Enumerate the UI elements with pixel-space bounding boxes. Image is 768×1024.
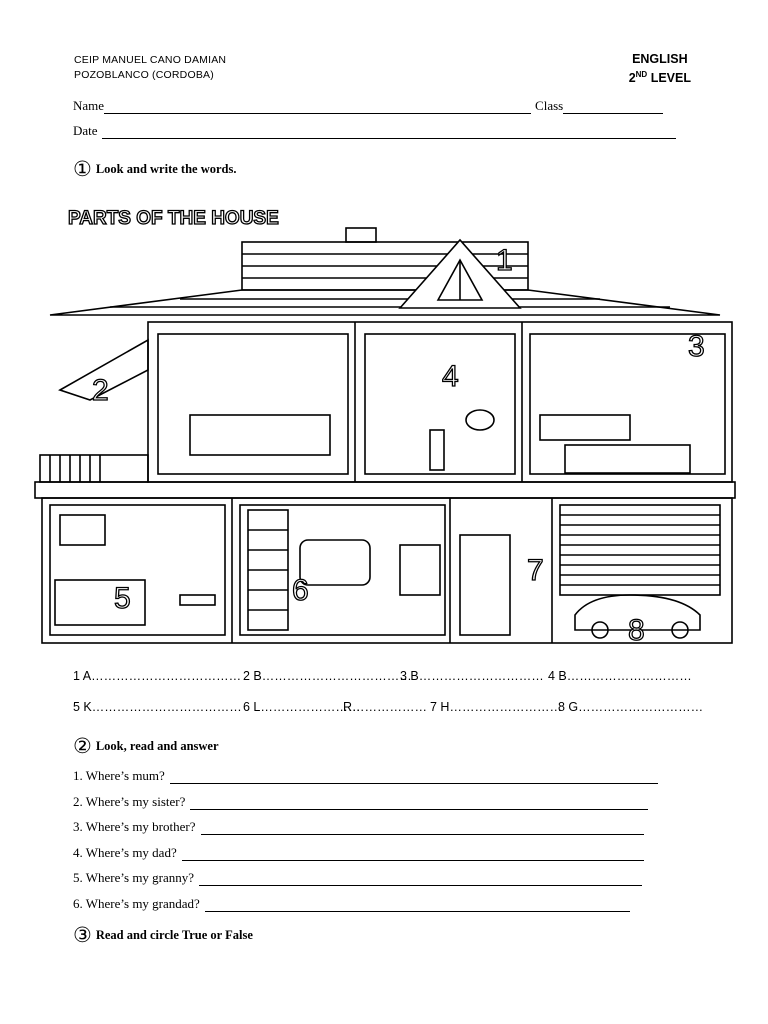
- subject-level: [629, 52, 691, 86]
- label-7: 7: [527, 554, 544, 587]
- kitchen-cabinet: [60, 515, 105, 545]
- bed-parents: [190, 415, 330, 455]
- section-number: ①: [73, 157, 92, 181]
- word-blanks: [0, 669, 768, 719]
- question-text: 6. Where’s my grandad?: [73, 896, 200, 911]
- name-label: Name: [73, 98, 105, 113]
- balcony: [40, 455, 148, 482]
- blank-6b[interactable]: R………………: [343, 700, 428, 714]
- date-label: Date: [73, 123, 98, 138]
- kitchen-counter: [55, 580, 145, 625]
- school-town: POZOBLANCO (CORDOBA): [74, 69, 214, 81]
- tv-cabinet: [400, 545, 440, 595]
- front-door: [460, 535, 510, 635]
- question-row: [73, 794, 648, 810]
- school-name: CEIP MANUEL CANO DAMIAN: [74, 54, 227, 66]
- question-text: 1. Where’s mum?: [73, 768, 165, 783]
- washbasin: [466, 410, 494, 430]
- bed-1: [540, 415, 630, 440]
- question-text: 3. Where’s my brother?: [73, 819, 196, 834]
- answer-field[interactable]: [199, 874, 642, 886]
- name-class-row: [73, 98, 663, 114]
- question-text: 5. Where’s my granny?: [73, 870, 195, 885]
- answer-field[interactable]: [205, 900, 630, 912]
- house-illustration: [30, 200, 742, 660]
- label-3: 3: [688, 330, 705, 363]
- label-5: 5: [114, 582, 131, 615]
- blank-8[interactable]: 8 G…………………………: [558, 700, 704, 714]
- name-field[interactable]: [104, 102, 531, 114]
- subject: ENGLISH: [632, 52, 688, 66]
- blank-4[interactable]: 4 B…………………………: [548, 669, 692, 683]
- blank-5[interactable]: 5 K………………………………: [73, 700, 242, 714]
- question-row: [73, 896, 630, 912]
- question-row: [73, 768, 658, 784]
- bed-2: [565, 445, 690, 473]
- blank-2[interactable]: 2 B………………………………: [243, 669, 412, 683]
- label-2: 2: [92, 374, 109, 407]
- section-title: Look, read and answer: [95, 738, 219, 753]
- section-title: Read and circle True or False: [95, 927, 253, 942]
- answer-field[interactable]: [201, 823, 644, 835]
- question-text: 2. Where’s my sister?: [73, 794, 186, 809]
- level: 2ND LEVEL: [628, 70, 691, 86]
- class-field[interactable]: [563, 102, 663, 114]
- section-2-heading: [73, 736, 219, 756]
- sofa: [300, 540, 370, 585]
- house-drawing: [30, 200, 742, 660]
- answer-field[interactable]: [170, 772, 658, 784]
- blank-6[interactable]: 6 L……………………: [243, 700, 361, 714]
- section-1-heading: [73, 159, 236, 179]
- school-info: [74, 53, 226, 83]
- kitchen-table: [180, 595, 215, 605]
- date-row: [73, 123, 676, 139]
- blank-7[interactable]: 7 H………………………: [430, 700, 562, 714]
- section-number: ③: [73, 923, 92, 947]
- blank-3[interactable]: 3 B…………………………: [400, 669, 544, 683]
- question-row: [73, 870, 642, 886]
- upper-floor: [148, 322, 732, 482]
- floor-slab: [35, 482, 735, 498]
- answer-field[interactable]: [182, 849, 644, 861]
- garage-door: [560, 505, 720, 595]
- date-field[interactable]: [102, 127, 676, 139]
- label-8: 8: [628, 614, 645, 647]
- roof: [50, 290, 720, 315]
- answer-field[interactable]: [190, 798, 648, 810]
- question-text: 4. Where’s my dad?: [73, 845, 177, 860]
- bath-mat: [430, 430, 444, 470]
- label-4: 4: [442, 360, 459, 393]
- section-3-heading: [73, 925, 253, 945]
- question-row: [73, 819, 644, 835]
- house-banner: PARTS OF THE HOUSE: [68, 208, 279, 229]
- label-6: 6: [292, 574, 309, 607]
- blank-1[interactable]: 1 A………………………………: [73, 669, 242, 683]
- chimney: [346, 228, 376, 242]
- label-1: 1: [496, 244, 513, 277]
- question-row: [73, 845, 644, 861]
- class-label: Class: [535, 98, 564, 113]
- section-number: ②: [73, 734, 92, 758]
- section-title: Look and write the words.: [95, 161, 237, 176]
